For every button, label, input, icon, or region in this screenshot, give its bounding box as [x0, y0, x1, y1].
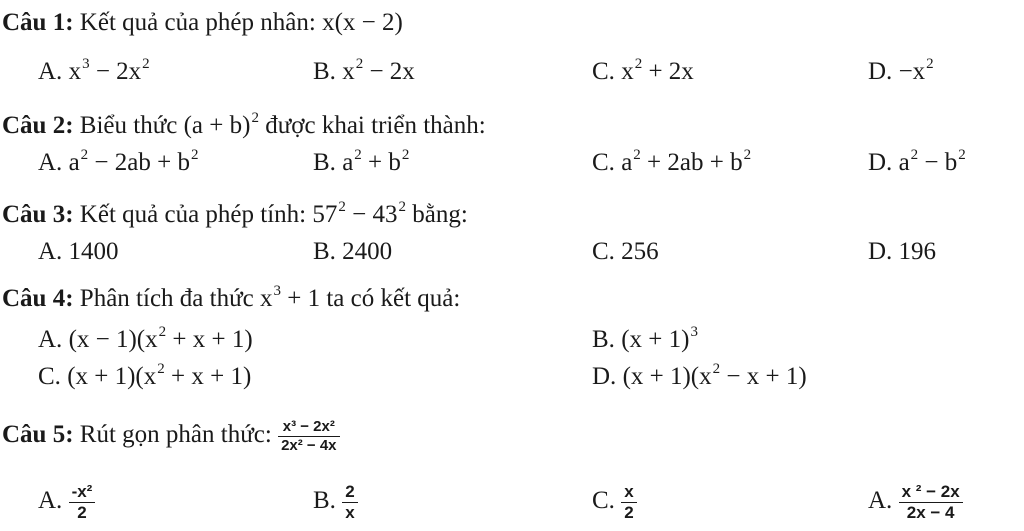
q3-option-a[interactable]: A. 1400: [38, 238, 119, 265]
q2-option-a[interactable]: A. $a^2 - 2ab + b^2$: [38, 147, 199, 176]
q5-option-d[interactable]: A. $\frac{\text{x ² − 2x}}{2x - 4}$: [868, 476, 963, 526]
question-3-label: Câu 3:: [2, 201, 74, 228]
q4-option-b[interactable]: B. $(x + 1)^3$: [592, 324, 698, 353]
q5-option-c[interactable]: C. $\frac{x}{2}$: [592, 476, 637, 526]
q2-option-b[interactable]: B. $a^2 + b^2$: [313, 147, 410, 176]
question-2-label: Câu 2:: [2, 112, 74, 139]
q1-option-a[interactable]: A. $x^3 - 2x^2$: [38, 56, 150, 85]
q3-option-b[interactable]: B. 2400: [313, 238, 393, 265]
question-1: [2, 8, 403, 38]
q4-option-a[interactable]: A. $(x - 1)(x^2 + x + 1)$: [38, 324, 253, 353]
q3-option-c[interactable]: C. 256: [592, 238, 659, 265]
q5-option-a[interactable]: A. $\frac{\text{-x²}}{2}$: [38, 476, 95, 526]
question-2: Câu 2: Biểu thức $(a + b)^2$ được khai triển thành:: [2, 110, 486, 139]
question-1-text: Kết quả của phép nhân: x(x − 2): [79, 9, 403, 36]
q3-option-d[interactable]: D. 196: [868, 238, 937, 265]
q2-option-d[interactable]: D. $a^2 - b^2$: [868, 147, 966, 176]
q5-option-b[interactable]: B. $\frac{2}{x}$: [313, 476, 358, 526]
question-5-text: Rút gọn phân thức:: [79, 421, 272, 448]
question-4-label: Câu 4:: [2, 285, 74, 312]
question-5-label: Câu 5:: [2, 421, 74, 448]
q1-option-d[interactable]: D. $-x^2$: [868, 56, 934, 85]
question-1-label: Câu 1:: [2, 9, 74, 36]
q4-option-c[interactable]: C. $(x + 1)(x^2 + x + 1)$: [38, 361, 252, 390]
q4-option-d[interactable]: D. $(x + 1)(x^2 - x + 1)$: [592, 361, 807, 390]
question-4: Câu 4: Phân tích đa thức $x^3 + 1$ ta có kết quả:: [2, 283, 461, 312]
q2-option-c[interactable]: C. $a^2 + 2ab + b^2$: [592, 147, 752, 176]
question-5: [2, 411, 340, 459]
question-5-fraction: $\frac{\text{x³ − 2x²}}{\text{2x² − 4x}}$: [278, 418, 339, 455]
question-3: Câu 3: Kết quả của phép tính: $57^2 - 43^2$ bằng:: [2, 199, 468, 228]
q1-option-b[interactable]: B. $x^2 - 2x$: [313, 56, 415, 85]
q1-option-c[interactable]: C. $x^2 + 2x$: [592, 56, 694, 85]
